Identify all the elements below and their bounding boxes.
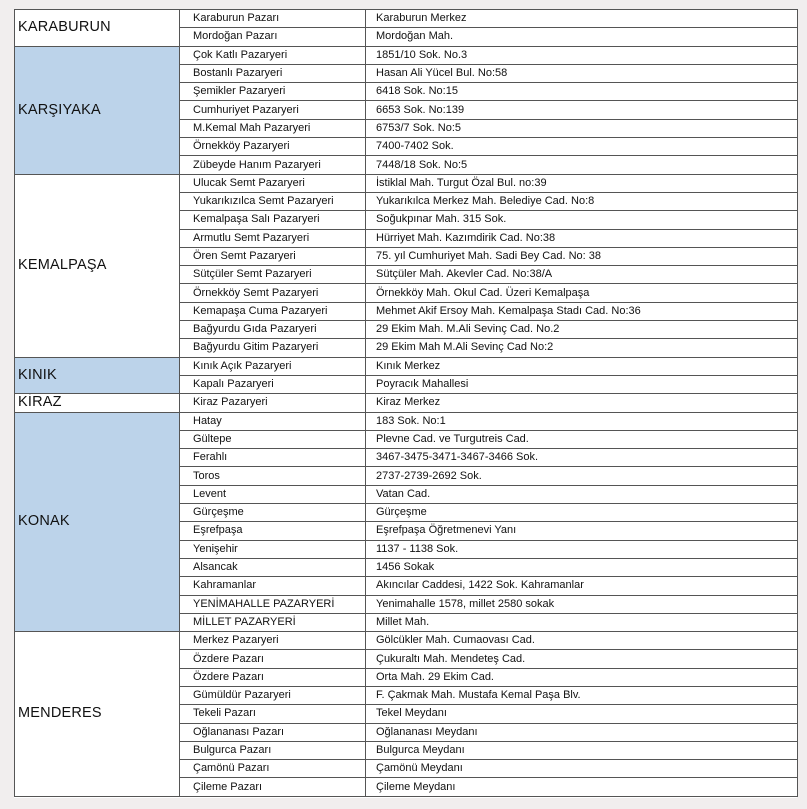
market-name: Yenişehir (180, 540, 366, 558)
market-address: Yenimahalle 1578, millet 2580 sokak (366, 595, 798, 613)
market-name: Hatay (180, 412, 366, 430)
market-name: Çileme Pazarı (180, 778, 366, 796)
table-row (15, 394, 798, 412)
table-body (15, 10, 798, 797)
district-name: KINIK (15, 357, 180, 394)
market-name: Bağyurdu Gitim Pazaryeri (180, 339, 366, 357)
market-address: 7448/18 Sok. No:5 (366, 156, 798, 174)
market-address: Orta Mah. 29 Ekim Cad. (366, 668, 798, 686)
market-address: Mordoğan Mah. (366, 28, 798, 46)
market-address: 1456 Sokak (366, 558, 798, 576)
market-address: Çamönü Meydanı (366, 760, 798, 778)
market-address: İstiklal Mah. Turgut Özal Bul. no:39 (366, 174, 798, 192)
market-address: Tekel Meydanı (366, 705, 798, 723)
district-name: MENDERES (15, 632, 180, 797)
district-name: KARŞIYAKA (15, 46, 180, 174)
market-address: Vatan Cad. (366, 485, 798, 503)
market-name: Gümüldür Pazaryeri (180, 686, 366, 704)
market-name: Örnekköy Pazaryeri (180, 138, 366, 156)
market-name: Mordoğan Pazarı (180, 28, 366, 46)
table-row (15, 412, 798, 430)
market-name: Bostanlı Pazaryeri (180, 64, 366, 82)
market-address: Oğlananası Meydanı (366, 723, 798, 741)
market-name: M.Kemal Mah Pazaryeri (180, 119, 366, 137)
market-name: Toros (180, 467, 366, 485)
market-name: Özdere Pazarı (180, 668, 366, 686)
market-address: Millet Mah. (366, 613, 798, 631)
market-name: Ferahlı (180, 449, 366, 467)
market-name: Kemalpaşa Salı Pazaryeri (180, 211, 366, 229)
market-address: Hasan Ali Yücel Bul. No:58 (366, 64, 798, 82)
market-address: Plevne Cad. ve Turgutreis Cad. (366, 430, 798, 448)
market-name: Bağyurdu Gıda Pazaryeri (180, 321, 366, 339)
market-name: Özdere Pazarı (180, 650, 366, 668)
market-name: Kiraz Pazaryeri (180, 394, 366, 412)
table-row (15, 10, 798, 28)
district-name: KARABURUN (15, 10, 180, 47)
table-row (15, 174, 798, 192)
market-address: 6753/7 Sok. No:5 (366, 119, 798, 137)
market-name: Çamönü Pazarı (180, 760, 366, 778)
market-address: 75. yıl Cumhuriyet Mah. Sadi Bey Cad. No: 38 (366, 247, 798, 265)
market-address: 3467-3475-3471-3467-3466 Sok. (366, 449, 798, 467)
market-address: Mehmet Akif Ersoy Mah. Kemalpaşa Stadı Cad. No:36 (366, 302, 798, 320)
market-address: 29 Ekim Mah M.Ali Sevinç Cad No:2 (366, 339, 798, 357)
market-address: 2737-2739-2692 Sok. (366, 467, 798, 485)
market-address: Yukarıkılca Merkez Mah. Belediye Cad. No:8 (366, 192, 798, 210)
market-name: Zübeyde Hanım Pazaryeri (180, 156, 366, 174)
market-address: 183 Sok. No:1 (366, 412, 798, 430)
market-name: YENİMAHALLE PAZARYERİ (180, 595, 366, 613)
market-name: Ören Semt Pazaryeri (180, 247, 366, 265)
market-address: Poyracık Mahallesi (366, 375, 798, 393)
market-address: 6418 Sok. No:15 (366, 83, 798, 101)
district-name: KİRAZ (15, 394, 180, 412)
market-address: 1137 - 1138 Sok. (366, 540, 798, 558)
table-row (15, 46, 798, 64)
document-page (14, 9, 797, 798)
market-address: Kiraz Merkez (366, 394, 798, 412)
market-name: Şemikler Pazaryeri (180, 83, 366, 101)
table-row (15, 357, 798, 375)
market-address: 6653 Sok. No:139 (366, 101, 798, 119)
market-address: 7400-7402 Sok. (366, 138, 798, 156)
market-name: Gürçeşme (180, 504, 366, 522)
market-name: Gültepe (180, 430, 366, 448)
market-name: Merkez Pazaryeri (180, 632, 366, 650)
market-address: 1851/10 Sok. No.3 (366, 46, 798, 64)
market-address: Çukuraltı Mah. Mendeteş Cad. (366, 650, 798, 668)
market-address: Akıncılar Caddesi, 1422 Sok. Kahramanlar (366, 577, 798, 595)
district-name: KEMALPAŞA (15, 174, 180, 357)
market-name: Kahramanlar (180, 577, 366, 595)
market-address: Eşrefpaşa Öğretmenevi Yanı (366, 522, 798, 540)
market-address: Gölcükler Mah. Cumaovası Cad. (366, 632, 798, 650)
market-name: MİLLET PAZARYERİ (180, 613, 366, 631)
market-table (14, 9, 798, 797)
market-name: Örnekköy Semt Pazaryeri (180, 284, 366, 302)
market-address: Çileme Meydanı (366, 778, 798, 796)
market-address: Gürçeşme (366, 504, 798, 522)
market-name: Bulgurca Pazarı (180, 741, 366, 759)
market-name: Yukarıkızılca Semt Pazaryeri (180, 192, 366, 210)
market-name: Cumhuriyet Pazaryeri (180, 101, 366, 119)
table-row (15, 632, 798, 650)
market-name: Oğlananası Pazarı (180, 723, 366, 741)
market-address: Hürriyet Mah. Kazımdirik Cad. No:38 (366, 229, 798, 247)
market-address: Sütçüler Mah. Akevler Cad. No:38/A (366, 266, 798, 284)
market-name: Kemapaşa Cuma Pazaryeri (180, 302, 366, 320)
market-name: Levent (180, 485, 366, 503)
market-address: Örnekköy Mah. Okul Cad. Üzeri Kemalpaşa (366, 284, 798, 302)
market-name: Armutlu Semt Pazaryeri (180, 229, 366, 247)
market-address: Karaburun Merkez (366, 10, 798, 28)
district-name: KONAK (15, 412, 180, 632)
market-address: Soğukpınar Mah. 315 Sok. (366, 211, 798, 229)
market-name: Kapalı Pazaryeri (180, 375, 366, 393)
market-name: Sütçüler Semt Pazaryeri (180, 266, 366, 284)
market-name: Eşrefpaşa (180, 522, 366, 540)
market-name: Karaburun Pazarı (180, 10, 366, 28)
market-address: 29 Ekim Mah. M.Ali Sevinç Cad. No.2 (366, 321, 798, 339)
market-address: F. Çakmak Mah. Mustafa Kemal Paşa Blv. (366, 686, 798, 704)
market-name: Kınık Açık Pazaryeri (180, 357, 366, 375)
market-name: Alsancak (180, 558, 366, 576)
market-name: Çok Katlı Pazaryeri (180, 46, 366, 64)
market-name: Ulucak Semt Pazaryeri (180, 174, 366, 192)
market-address: Kınık Merkez (366, 357, 798, 375)
market-address: Bulgurca Meydanı (366, 741, 798, 759)
market-name: Tekeli Pazarı (180, 705, 366, 723)
